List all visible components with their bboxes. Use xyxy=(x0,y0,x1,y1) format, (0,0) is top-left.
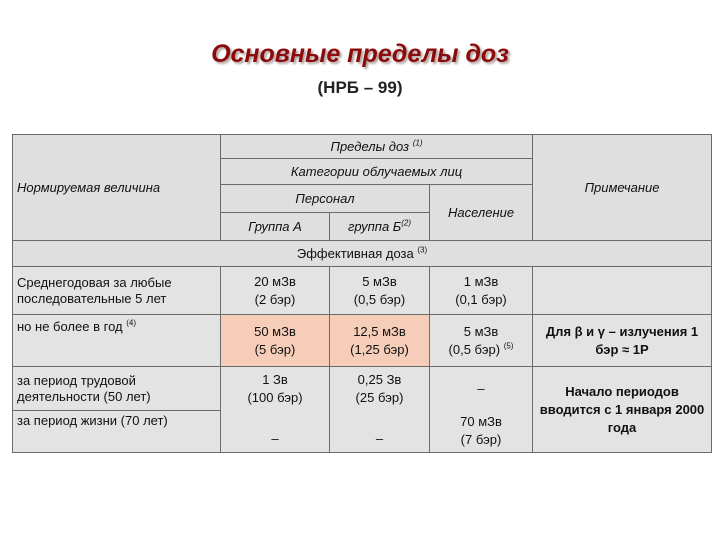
population-value: – xyxy=(430,367,533,411)
header-remark: Примечание xyxy=(533,135,712,241)
group-b-value: 5 мЗв (0,5 бэр) xyxy=(330,267,430,315)
row-label: но не более в год $^{(4)}$ xyxy=(13,315,221,367)
table-row xyxy=(13,315,712,367)
table-row xyxy=(13,367,712,411)
header-categories: Категории облучаемых лиц xyxy=(221,159,533,185)
group-a-value: 1 Зв (100 бэр) xyxy=(221,367,330,411)
header-population: Население xyxy=(430,185,533,241)
remark-radiation-note: Для β и γ – излучения 1 бэр ≈ 1Р xyxy=(533,315,712,367)
population-value: 1 мЗв (0,1 бэр) xyxy=(430,267,533,315)
dose-limits-table xyxy=(12,134,712,453)
row-label: за период жизни (70 лет) xyxy=(13,411,221,453)
population-value: 5 мЗв (0,5 бэр) $^{(5)}$ xyxy=(430,315,533,367)
population-value: 70 мЗв (7 бэр) xyxy=(430,411,533,453)
page-title: Основные пределы доз xyxy=(211,40,509,68)
group-a-value: 50 мЗв (5 бэр) xyxy=(221,315,330,367)
header-effective-dose: Эффективная доза $^{(3)}$ xyxy=(13,241,712,267)
group-a-value: – xyxy=(221,411,330,453)
header-personnel: Персонал xyxy=(221,185,430,213)
group-b-value: 12,5 мЗв (1,25 бэр) xyxy=(330,315,430,367)
footnote-ref: (1) xyxy=(412,138,423,148)
group-b-value: 0,25 Зв (25 бэр) xyxy=(330,367,430,411)
remark-period-note: Начало периодов вводится с 1 января 2000 года xyxy=(533,367,712,453)
header-dose-limits: Пределы доз $^{(1)}$ xyxy=(221,135,533,159)
table-row xyxy=(13,267,712,315)
header-group-b: группа $Б^{(2)}$ xyxy=(330,213,430,241)
header-group-a: Группа А xyxy=(221,213,330,241)
footnote-ref: (5) xyxy=(503,341,514,351)
row-label: Среднегодовая за любые последовательные 5 лет xyxy=(13,267,221,315)
row-label: за период трудовой деятельности (50 лет) xyxy=(13,367,221,411)
group-b-value: – xyxy=(330,411,430,453)
page-subtitle: (НРБ – 99) xyxy=(317,78,403,97)
footnote-ref: (2) xyxy=(401,218,412,228)
footnote-ref: (4) xyxy=(126,318,136,328)
footnote-ref: (3) xyxy=(417,245,428,255)
remark-empty xyxy=(533,267,712,315)
header-quantity: Нормируемая величина xyxy=(13,135,221,241)
group-a-value: 20 мЗв (2 бэр) xyxy=(221,267,330,315)
